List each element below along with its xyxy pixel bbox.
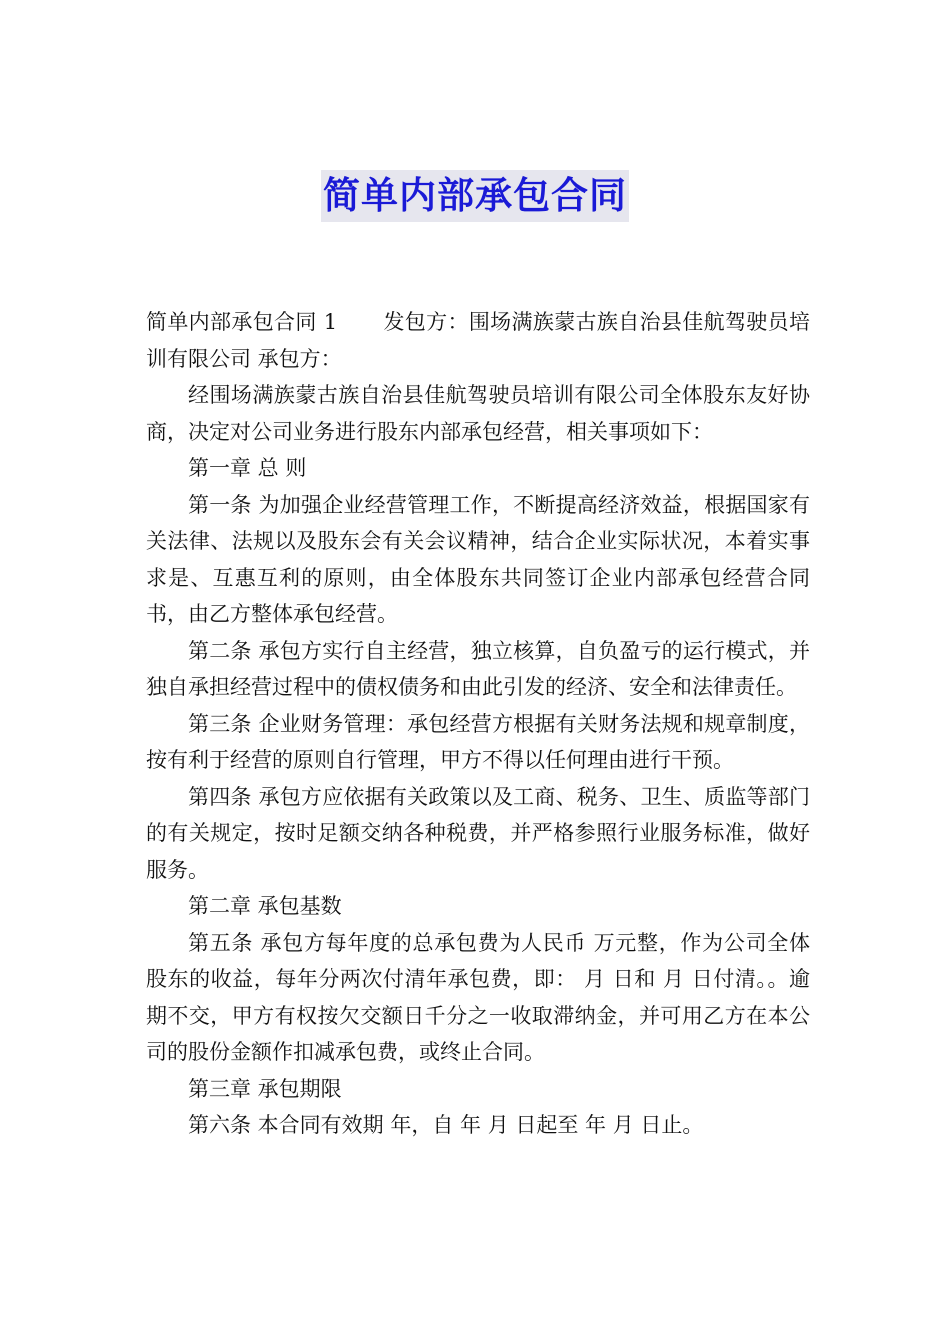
paragraph-preamble: 经围场满族蒙古族自治县佳航驾驶员培训有限公司全体股东友好协商，决定对公司业务进行股东内部承包经营，相关事项如下： xyxy=(146,383,810,444)
chapter-3-heading: 第三章 承包期限 xyxy=(188,1076,342,1101)
chapter-1-heading: 第一章 总 则 xyxy=(188,456,307,480)
document-body xyxy=(146,304,810,1144)
chapter-2-heading: 第二章 承包基数 xyxy=(188,894,342,918)
intro-party: 发包方：围场满族蒙古族自治县佳航驾驶员培训有限公司 承包方： xyxy=(146,310,810,371)
document-title: 简单内部承包合同 xyxy=(321,170,629,222)
article-1: 第一条 为加强企业经营管理工作，不断提高经济效益，根据国家有关法律、法规以及股东会有关会议精神，结合企业实际状况，本着实事求是、互惠互利的原则，由全体股东共同签订企业内部承包经营合同书，由乙方整体承包经营。 xyxy=(146,492,810,626)
intro-heading: 简单内部承包合同 1 xyxy=(146,310,338,334)
article-2: 第二条 承包方实行自主经营，独立核算，自负盈亏的运行模式，并独自承担经营过程中的债权债务和由此引发的经济、安全和法律责任。 xyxy=(146,638,810,699)
document-title-wrapper xyxy=(0,170,950,222)
intro-paragraph xyxy=(146,304,810,377)
article-3: 第三条 企业财务管理：承包经营方根据有关财务法规和规章制度，按有利于经营的原则自行管理，甲方不得以任何理由进行干预。 xyxy=(146,711,810,772)
article-6: 第六条 本合同有效期 年，自 年 月 日起至 年 月 日止。 xyxy=(188,1113,704,1137)
article-5: 第五条 承包方每年度的总承包费为人民币 万元整，作为公司全体股东的收益，每年分两次付清年承包费，即： 月 日和 月 日付清。。逾期不交，甲方有权按欠交额日千分之一收取滞纳金，并可用乙方在本公司的股份金额作扣减承包费，或终止合同。 xyxy=(146,930,810,1064)
article-4: 第四条 承包方应依据有关政策以及工商、税务、卫生、质监等部门的有关规定，按时足额交纳各种税费，并严格参照行业服务标准，做好服务。 xyxy=(146,784,810,882)
